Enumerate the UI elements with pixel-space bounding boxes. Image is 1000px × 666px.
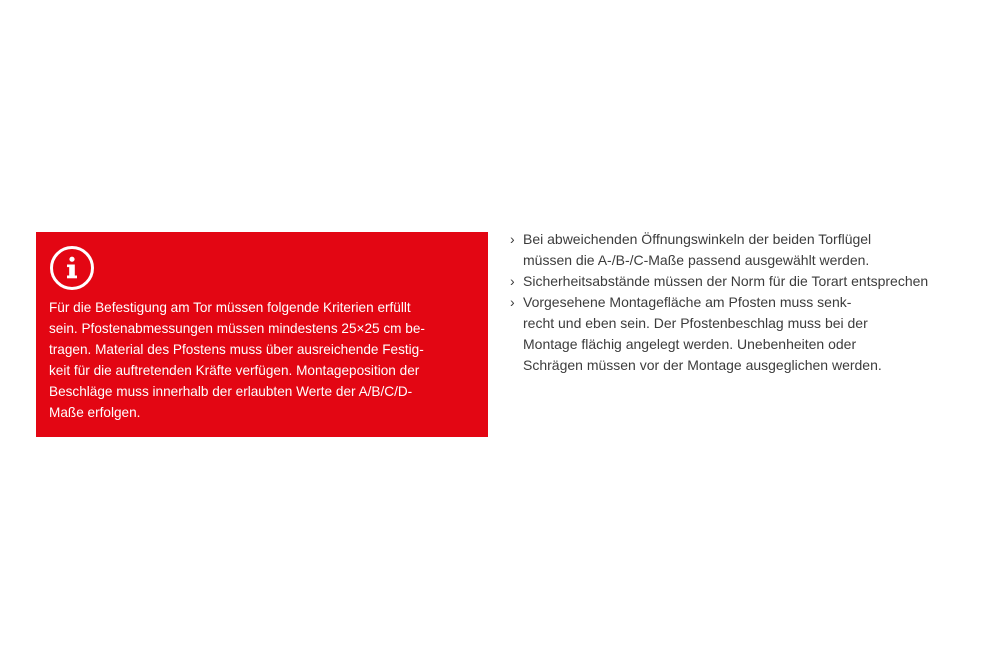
list-item-line: Bei abweichenden Öffnungswinkeln der beiden Torflügel bbox=[523, 231, 872, 247]
requirements-list bbox=[509, 229, 979, 376]
info-icon bbox=[50, 246, 94, 290]
list-item-line: recht und eben sein. Der Pfostenbeschlag muss bei der bbox=[523, 315, 868, 331]
info-text-line: keit für die auftretenden Kräfte verfügen. Montageposition der bbox=[49, 363, 420, 378]
info-text-line: Maße erfolgen. bbox=[49, 405, 141, 420]
info-text bbox=[49, 297, 476, 423]
chevron-right-icon: › bbox=[510, 273, 515, 289]
info-text-line: tragen. Material des Pfostens muss über ausreichende Festig- bbox=[49, 342, 424, 357]
list-item bbox=[509, 229, 979, 271]
chevron-right-icon: › bbox=[510, 231, 515, 247]
info-text-line: sein. Pfostenabmessungen müssen mindestens 25×25 cm be- bbox=[49, 321, 425, 336]
list-item-line: Sicherheitsabstände müssen der Norm für die Torart entsprechen bbox=[523, 273, 929, 289]
info-text-line: Für die Befestigung am Tor müssen folgende Kriterien erfüllt bbox=[49, 300, 411, 315]
list-item-line: Schrägen müssen vor der Montage ausgeglichen werden. bbox=[523, 357, 882, 373]
list-item bbox=[509, 292, 979, 376]
list-item-line: Vorgesehene Montagefläche am Pfosten muss senk- bbox=[523, 294, 852, 310]
list-item-line: Montage flächig angelegt werden. Unebenheiten oder bbox=[523, 336, 857, 352]
list-item bbox=[509, 271, 979, 292]
info-text-line: Beschläge muss innerhalb der erlaubten Werte der A/B/C/D- bbox=[49, 384, 413, 399]
list-item-line: müssen die A-/B-/C-Maße passend ausgewählt werden. bbox=[523, 252, 870, 268]
chevron-right-icon: › bbox=[510, 294, 515, 310]
info-box bbox=[36, 232, 488, 437]
